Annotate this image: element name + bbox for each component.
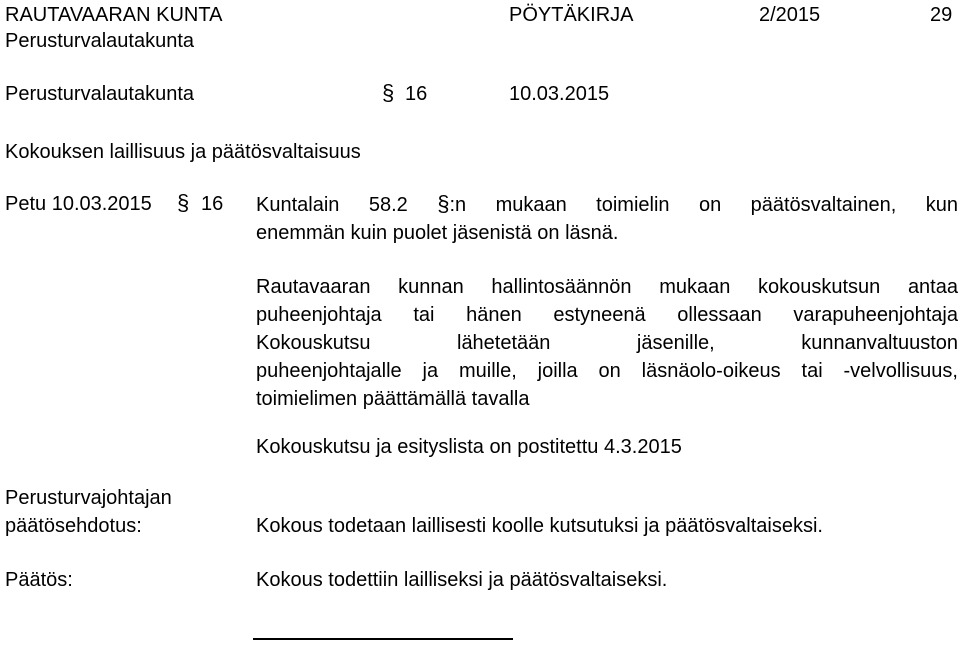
paragraph-quorum-text-b: :n mukaan toimielin on päätösvaltainen, kun — [449, 194, 958, 216]
paragraph-section-sign-icon: § — [437, 191, 450, 216]
proposal-text: Kokous todetaan laillisesti koolle kutsutuksi ja päätösvaltaiseksi. — [256, 515, 823, 537]
reference-number: 16 — [201, 193, 224, 215]
board-name: Perusturvalautakunta — [5, 30, 195, 52]
meeting-date: 10.03.2015 — [509, 83, 610, 105]
section-sign-icon: § — [382, 80, 395, 105]
paragraph-invitation-line: toimielimen päättämällä tavalla — [256, 388, 530, 410]
signature-rule — [253, 638, 513, 640]
paragraph-quorum-line2: enemmän kuin puolet jäsenistä on läsnä. — [256, 222, 619, 244]
section-title: Kokouksen laillisuus ja päätösvaltaisuus — [5, 141, 361, 163]
paragraph-quorum-line1 — [256, 190, 958, 219]
paragraph-invitation-line: puheenjohtaja tai hänen estyneenä ollessaan varapuheenjohtaja — [256, 304, 958, 326]
proposal-label-line2: päätösehdotus: — [5, 515, 142, 537]
document-type: PÖYTÄKIRJA — [509, 4, 634, 26]
paragraph-quorum-text-a: Kuntalain 58.2 — [256, 194, 408, 216]
paragraph-invitation-line: Rautavaaran kunnan hallintosäännön mukaan kokouskutsun antaa — [256, 276, 958, 298]
reference-section-sign-icon: § — [177, 190, 190, 215]
paragraph-invitation-line: puheenjohtajalle ja muille, joilla on läsnäolo-oikeus tai -velvollisuus, — [256, 360, 958, 382]
reference-prefix: Petu 10.03.2015 — [5, 193, 152, 215]
meeting-section-number: 16 — [405, 83, 428, 105]
proposal-label-line1: Perusturvajohtajan — [5, 487, 172, 509]
document-number: 2/2015 — [759, 4, 821, 26]
paragraph-quorum — [256, 190, 958, 247]
municipality-name: RAUTAVAARAN KUNTA — [5, 4, 223, 26]
page-number: 29 — [930, 4, 953, 26]
decision-text: Kokous todettiin lailliseksi ja päätösvaltaiseksi. — [256, 569, 668, 591]
paragraph-posted: Kokouskutsu ja esityslista on postitettu 4.3.2015 — [256, 436, 682, 458]
meeting-board: Perusturvalautakunta — [5, 83, 195, 105]
paragraph-invitation-line: Kokouskutsu lähetetään jäsenille, kunnanvaltuuston — [256, 332, 958, 354]
decision-label: Päätös: — [5, 569, 73, 591]
paragraph-invitation — [256, 273, 958, 413]
